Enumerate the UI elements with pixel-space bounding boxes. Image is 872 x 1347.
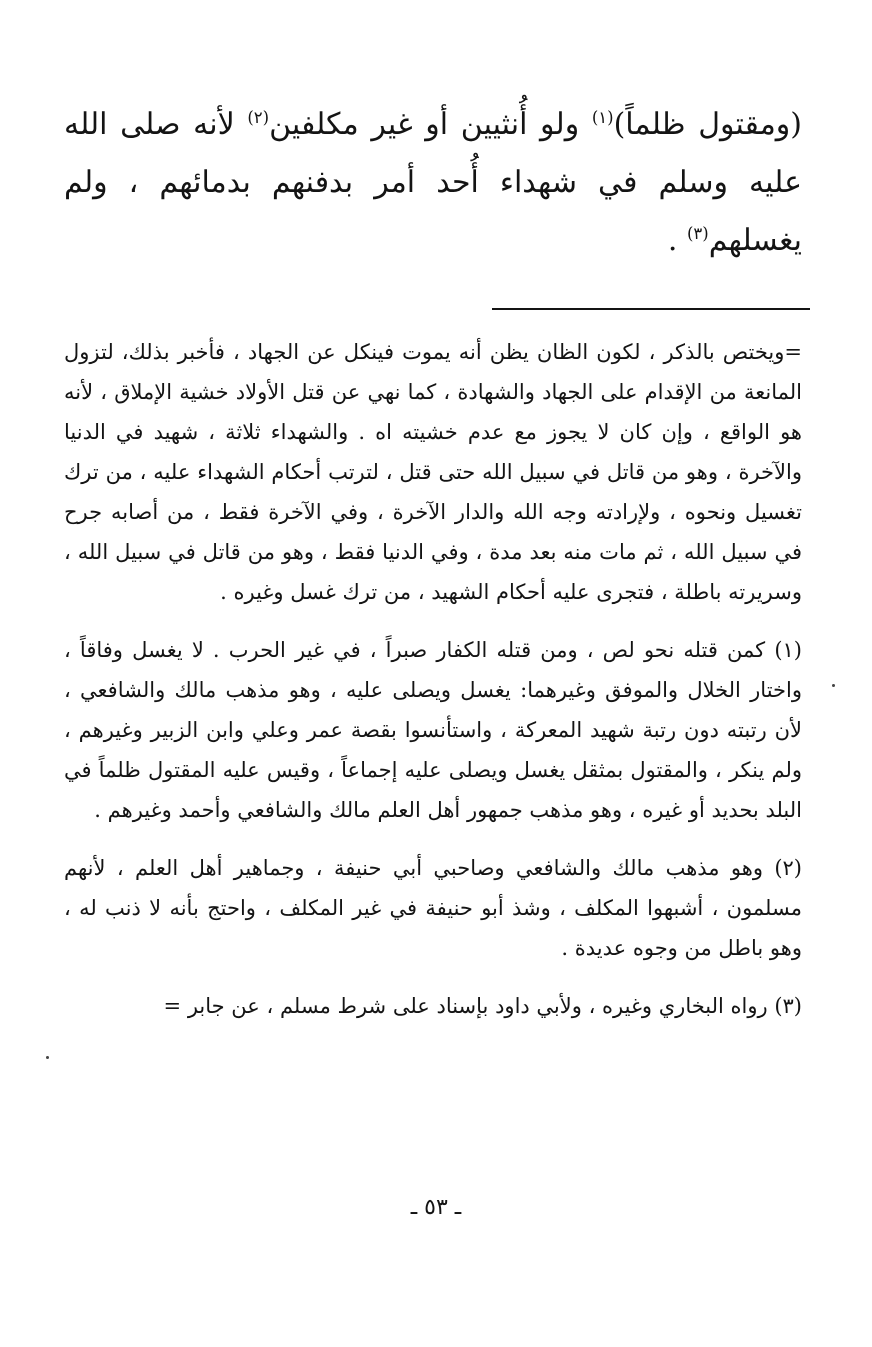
- scan-speck: [832, 684, 835, 687]
- main-text: [64, 96, 810, 270]
- footnote-2: (٢) وهو مذهب مالك والشافعي وصاحبي أبي حنيفة ، وجماهير أهل العلم ، لأنهم مسلمون ، أشبهوا المكلف ، وشذ أبو حنيفة في غير المكلف ، واحتج بأنه لا ذنب له ، وهو باطل من وجوه عديدة .: [64, 856, 802, 960]
- footnote-separator: [492, 308, 810, 310]
- footnote-3: (٣) رواه البخاري وغيره ، ولأبي داود بإسناد على شرط مسلم ، عن جابر =: [163, 994, 802, 1018]
- footnote-ref-1: (١): [591, 108, 614, 127]
- main-text-part-4: .: [667, 223, 687, 258]
- scan-speck: [46, 1056, 49, 1059]
- page-body: [64, 96, 810, 1044]
- footnote-ref-3: (٣): [686, 224, 709, 243]
- footnote-ref-2: (٢): [247, 108, 270, 127]
- footnote-continuation: =ويختص بالذكر ، لكون الظان يظن أنه يموت فينكل عن الجهاد ، فأخبر بذلك، لتزول المانعة من الإقدام على الجهاد والشهادة ، كما نهي عن قتل الأولاد خشية الإملاق ، لأنه هو الواقع ، وإن كان لا يجوز مع عدم خشيته اه . والشهداء ثلاثة ، شهيد في الدنيا والآخرة ، وهو من قاتل في سبيل الله حتى قتل ، لترتب أحكام الشهداء عليه ، من ترك تغسيل ونحوه ، ولإرادته وجه الله والدار الآخرة ، وفي الآخرة فقط ، من أصابه جرح في سبيل الله ، ثم مات منه بعد مدة ، وفي الدنيا فقط ، وهو من قاتل في سبيل الله ، وسريرته باطلة ، فتجرى عليه أحكام الشهيد ، من ترك غسل وغيره .: [64, 340, 802, 604]
- main-text-part-2: ولو أُنثيين أو غير مكلفين: [269, 107, 592, 142]
- main-text-part-3: لأنه صلى الله عليه وسلم في شهداء أُحد أمر بدفنهم بدمائهم ، ولم يغسلهم: [64, 107, 802, 258]
- page-number: ـ ٥٣ ـ: [410, 1195, 462, 1220]
- main-text-part-1: (ومقتول ظلماً): [613, 107, 802, 142]
- footnote-1: (١) كمن قتله نحو لص ، ومن قتله الكفار صبراً ، في غير الحرب . لا يغسل وفاقاً ، واختار الخلال والموفق وغيرهما: يغسل ويصلى عليه ، وهو مذهب مالك والشافعي ، لأن رتبته دون رتبة شهيد المعركة ، واستأنسوا بقصة عمر وعلي وابن الزبير وغيرهم ، ولم ينكر ، والمقتول بمثقل يغسل ويصلى عليه إجماعاً ، وقيس عليه المقتول ظلماً في البلد بحديد أو غيره ، وهو مذهب جمهور أهل العلم مالك والشافعي وأحمد وغيرهم .: [64, 638, 802, 822]
